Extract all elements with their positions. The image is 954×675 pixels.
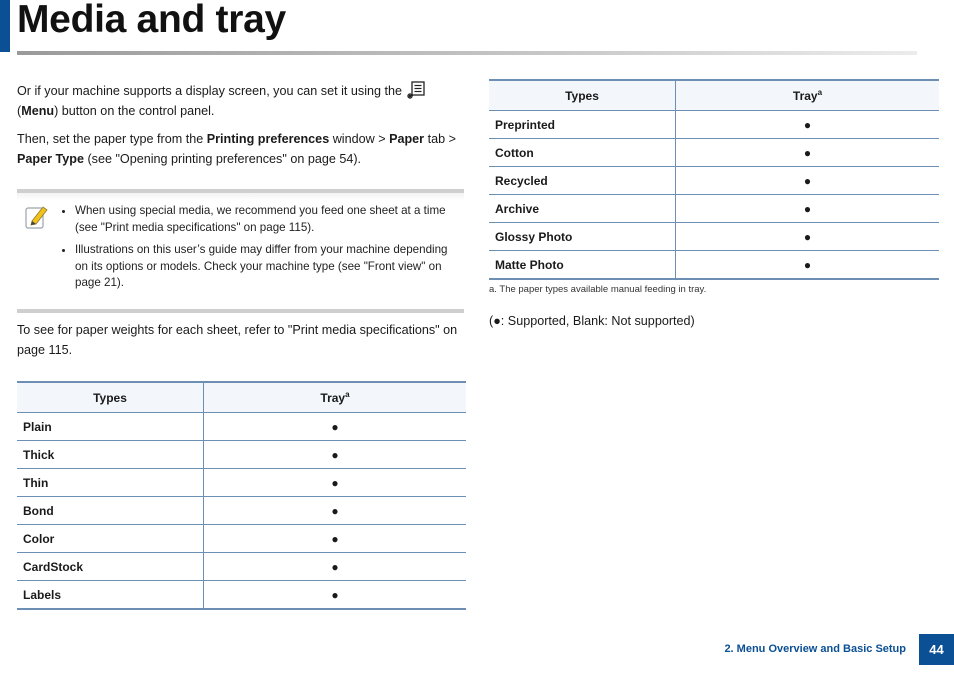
intro-paragraph: [17, 80, 466, 121]
page-number: 44: [919, 634, 954, 665]
supported-dot: ●: [676, 195, 940, 223]
page-title: Media and tray: [17, 0, 286, 41]
left-column: [17, 80, 466, 169]
note-list: [57, 203, 463, 298]
footer-chapter-link[interactable]: 2. Menu Overview and Basic Setup: [724, 643, 906, 655]
note-box: [17, 189, 464, 313]
type-cell: Archive: [489, 195, 676, 223]
type-cell: Matte Photo: [489, 251, 676, 280]
paren: (: [17, 104, 22, 118]
table-row: [489, 251, 939, 280]
paper-type-label: Paper Type: [17, 152, 84, 166]
type-cell: Preprinted: [489, 111, 676, 139]
supported-dot: ●: [204, 413, 467, 441]
menu-label: Menu: [21, 104, 55, 118]
intro-text: Or if your machine supports a display screen, you can set it using the: [17, 84, 406, 98]
type-cell: Recycled: [489, 167, 676, 195]
type-cell: Bond: [17, 497, 204, 525]
supported-dot: ●: [676, 111, 940, 139]
table-row: [489, 139, 939, 167]
types-header: Types: [489, 80, 676, 111]
supported-dot: ●: [676, 139, 940, 167]
footnote-marker: a: [817, 88, 823, 97]
title-accent-bar: [0, 0, 10, 52]
type-cell: CardStock: [17, 553, 204, 581]
note-item: • Illustrations on this user’s guide may differ from your machine depending on its options or models. Check your machine type (see "Front view" on page 21).: [75, 242, 463, 292]
text: (see "Opening printing preferences" on page 54).: [83, 152, 362, 166]
table-row: [489, 167, 939, 195]
supported-dot: ●: [204, 553, 467, 581]
printing-preferences-label: Printing preferences: [206, 132, 330, 146]
footnote-marker: a: [345, 390, 350, 399]
supported-dot: ●: [204, 497, 467, 525]
table-header-row: [17, 382, 466, 413]
supported-dot: ●: [676, 251, 940, 280]
type-cell: Glossy Photo: [489, 223, 676, 251]
table-row: [489, 111, 939, 139]
paper-weight-paragraph: To see for paper weights for each sheet, refer to "Print media specifications" on page 115.: [17, 323, 458, 357]
type-cell: Cotton: [489, 139, 676, 167]
type-cell: Plain: [17, 413, 204, 441]
table-footnote: a. The paper types available manual feeding in tray.: [489, 284, 707, 295]
supported-dot: ●: [204, 525, 467, 553]
types-header: Types: [17, 382, 204, 413]
table-row: [17, 581, 466, 610]
type-cell: Thick: [17, 441, 204, 469]
table-row: [17, 525, 466, 553]
type-cell: Color: [17, 525, 204, 553]
text: window >: [329, 132, 390, 146]
intro-text-end: button on the control panel.: [58, 104, 215, 118]
paper-type-paragraph: [17, 129, 466, 169]
media-tray-table-2: [489, 79, 939, 280]
table-row: [17, 553, 466, 581]
supported-dot: ●: [676, 223, 940, 251]
supported-dot: ●: [204, 581, 467, 610]
note-item: • When using special media, we recommend you feed one sheet at a time (see "Print media specifications" on page 115).: [75, 203, 463, 236]
table-row: [17, 441, 466, 469]
paren: ): [54, 104, 59, 118]
support-legend: (●: Supported, Blank: Not supported): [489, 314, 695, 328]
table-row: [489, 223, 939, 251]
table-row: [17, 413, 466, 441]
text: tab >: [424, 132, 456, 146]
table-row: [17, 469, 466, 497]
pencil-note-icon: [25, 204, 49, 230]
supported-dot: ●: [204, 469, 467, 497]
table-header-row: [489, 80, 939, 111]
title-divider: [17, 51, 917, 55]
media-tray-table-1: [17, 381, 466, 610]
tray-header: [676, 80, 940, 111]
supported-dot: ●: [676, 167, 940, 195]
type-cell: Labels: [17, 581, 204, 610]
tray-header: [204, 382, 467, 413]
tray-header-label: Tray: [792, 89, 818, 103]
type-cell: Thin: [17, 469, 204, 497]
menu-button-icon: [406, 80, 426, 100]
paper-tab-label: Paper: [389, 132, 425, 146]
text: Then, set the paper type from the: [17, 132, 207, 146]
table-row: [489, 195, 939, 223]
tray-header-label: Tray: [320, 391, 346, 405]
supported-dot: ●: [204, 441, 467, 469]
table-row: [17, 497, 466, 525]
